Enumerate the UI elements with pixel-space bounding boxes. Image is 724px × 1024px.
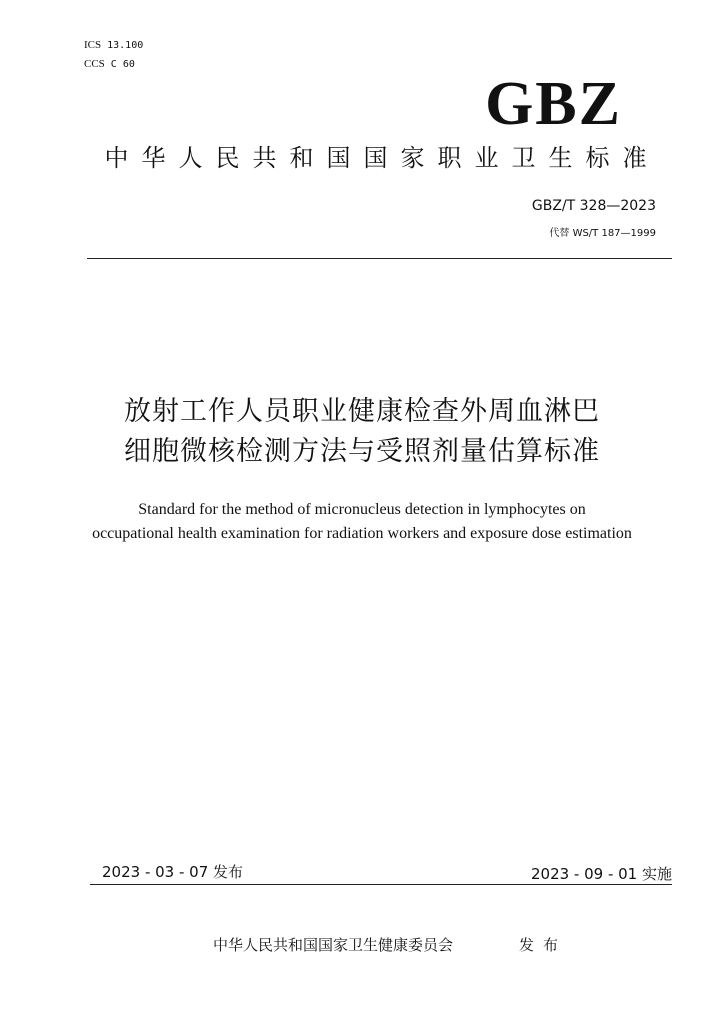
gbz-logo: GBZ [485, 70, 622, 138]
chinese-title-line-2: 细胞微核检测方法与受照剂量估算标准 [124, 436, 600, 467]
replaces-note: 代替 WS/T 187—1999 [549, 228, 656, 239]
chinese-title [0, 392, 724, 472]
ics-row [84, 36, 143, 55]
ccs-row [84, 55, 143, 74]
issue-label: 发布 [519, 936, 568, 954]
issuing-authority: 中华人民共和国国家卫生健康委员会 [213, 936, 454, 954]
top-divider [87, 258, 672, 259]
english-title-line-2: occupational health examination for radiation workers and exposure dose estimation [92, 525, 632, 542]
english-title [0, 498, 724, 546]
implement-date: 2023 - 09 - 01 实施 [530, 865, 672, 883]
bottom-divider [90, 884, 672, 885]
classification-block [84, 36, 143, 74]
ics-code: 13.100 [107, 40, 144, 51]
english-title-line-1: Standard for the method of micronucleus detection in lymphocytes on [138, 501, 586, 518]
standard-name: 中华人民共和国国家职业卫生标准 [104, 144, 660, 172]
publish-date: 2023 - 03 - 07 发布 [102, 863, 244, 881]
ccs-code: C 60 [110, 59, 135, 70]
ics-label: ICS [84, 39, 102, 51]
ccs-label: CCS [84, 58, 105, 70]
chinese-title-line-1: 放射工作人员职业健康检查外周血淋巴 [124, 396, 600, 427]
standard-number: GBZ/T 328—2023 [531, 198, 656, 214]
